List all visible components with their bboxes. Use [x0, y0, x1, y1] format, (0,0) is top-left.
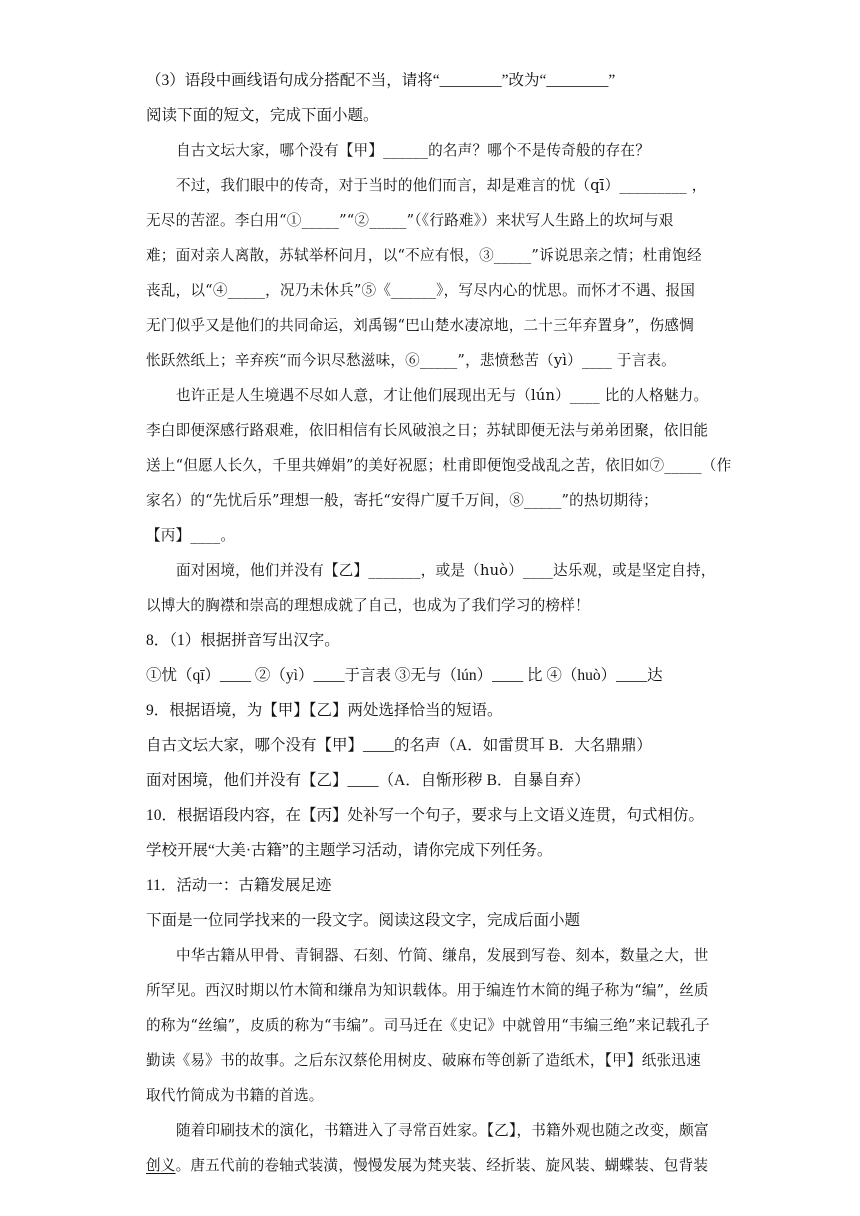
question-9-title: 9．根据语境，为【甲】【乙】两处选择恰当的短语。	[146, 702, 503, 719]
passage-line: 随着印刷技术的演化，书籍进入了寻常百姓家。【乙】，书籍外观也随之改变，颇富	[176, 1122, 709, 1139]
passage-line: 也许正是人生境遇不尽如人意，才让他们展现出无与（lún）____ 比的人格魅力。	[176, 387, 709, 404]
passage-line: 送上“但愿人长久，千里共婵娟”的美好祝愿；杜甫即便饱受战乱之苦，依旧如⑦_____（作	[146, 457, 732, 474]
passage-line: 所罕见。西汉时期以竹木简和缣帛为知识载体。用于编连竹木简的绳子称为“编”，丝质	[146, 982, 709, 999]
question-8-title: 8．（1）根据拼音写出汉字。	[146, 632, 340, 649]
question-9-item-b: 面对困境，他们并没有【乙】____（A．自惭形秽 B．自暴自弃）	[146, 772, 590, 789]
passage-line: 家名）的“先忧后乐”理想一般，寄托“安得广厦千万间，⑧_____”的热切期待；	[146, 492, 658, 509]
question-9-item-a: 自古文坛大家，哪个没有【甲】____的名声（A．如雷贯耳 B．大名鼎鼎）	[146, 737, 652, 754]
passage-line: 勤读《易》书的故事。之后东汉蔡伦用树皮、破麻布等创新了造纸术，【甲】纸张迅速	[146, 1052, 701, 1069]
passage-line: 无门似乎又是他们的共同命运，刘禹锡“巴山楚水凄凉地，二十三年弃置身”，伤感惆	[146, 317, 694, 334]
passage-line-rest: 。唐五代前的卷轴式装潢，慢慢发展为梵夹装、经折装、旋风装、蝴蝶装、包背装	[175, 1157, 709, 1174]
question-11-title: 11．活动一：古籍发展足迹	[146, 877, 332, 894]
reading-instruction: 阅读下面的短文，完成下面小题。	[146, 107, 379, 124]
passage-line: 【丙】____。	[146, 527, 236, 544]
passage-line: 的称为“丝编”，皮质的称为“韦编”。司马迁在《史记》中就曾用“韦编三绝”来记载孔子	[146, 1017, 710, 1034]
underlined-phrase: 创义	[146, 1157, 176, 1174]
passage-line: 面对困境，他们并没有【乙】_______，或是（huò）____达乐观，或是坚定自持，	[176, 562, 716, 579]
passage-line: 中华古籍从甲骨、青铜器、石刻、竹简、缣帛，发展到写卷、刻本，数量之大，世	[176, 947, 709, 964]
passage-line: 自古文坛大家，哪个没有【甲】______的名声？哪个不是传奇般的存在？	[176, 142, 651, 159]
passage-line: 不过，我们眼中的传奇，对于当时的他们而言，却是难言的忧（qī）_________ ，	[176, 177, 707, 194]
passage-line: 丧乱，以“④_____，况乃未休兵”⑤《______》，写尽内心的忧思。而怀才不遇、报国	[146, 282, 696, 299]
passage-line: 怅跃然纸上；辛弃疾“而今识尽愁滋味，⑥_____”，悲愤愁苦（yì）____ 于言表。	[146, 352, 676, 369]
passage-line: 取代竹简成为书籍的首选。	[146, 1087, 324, 1104]
passage-line: 难；面对亲人离散，苏轼举杯问月，以“不应有恨，③_____”诉说思亲之情；杜甫饱经	[146, 247, 702, 264]
question-11-instruction: 下面是一位同学找来的一段文字。阅读这段文字，完成后面小题	[146, 912, 581, 929]
passage-line: 无尽的苦涩。李白用“①_____”“②_____”（《行路难》）来状写人生路上的坎坷与艰	[146, 212, 674, 229]
passage-line: 以博大的胸襟和崇高的理想成就了自己，也成为了我们学习的榜样！	[146, 597, 590, 614]
passage-line	[146, 1156, 708, 1176]
passage-line: 李白即便深感行路艰难，依旧相信有长风破浪之日；苏轼即便无法与弟弟团聚，依旧能	[146, 422, 709, 439]
activity-intro: 学校开展“大美·古籍”的主题学习活动，请你完成下列任务。	[146, 842, 553, 859]
question-8-items: ①忧（qī）____ ②（yì）____于言表 ③无与（lún）____ 比 ④（huò）____达	[146, 667, 663, 684]
question-3-fix-line: （3）语段中画线语句成分搭配不当，请将“________”改为“________”	[146, 72, 616, 89]
question-10-title: 10．根据语段内容，在【丙】处补写一个句子，要求与上文语义连贯，句式相仿。	[146, 807, 705, 824]
